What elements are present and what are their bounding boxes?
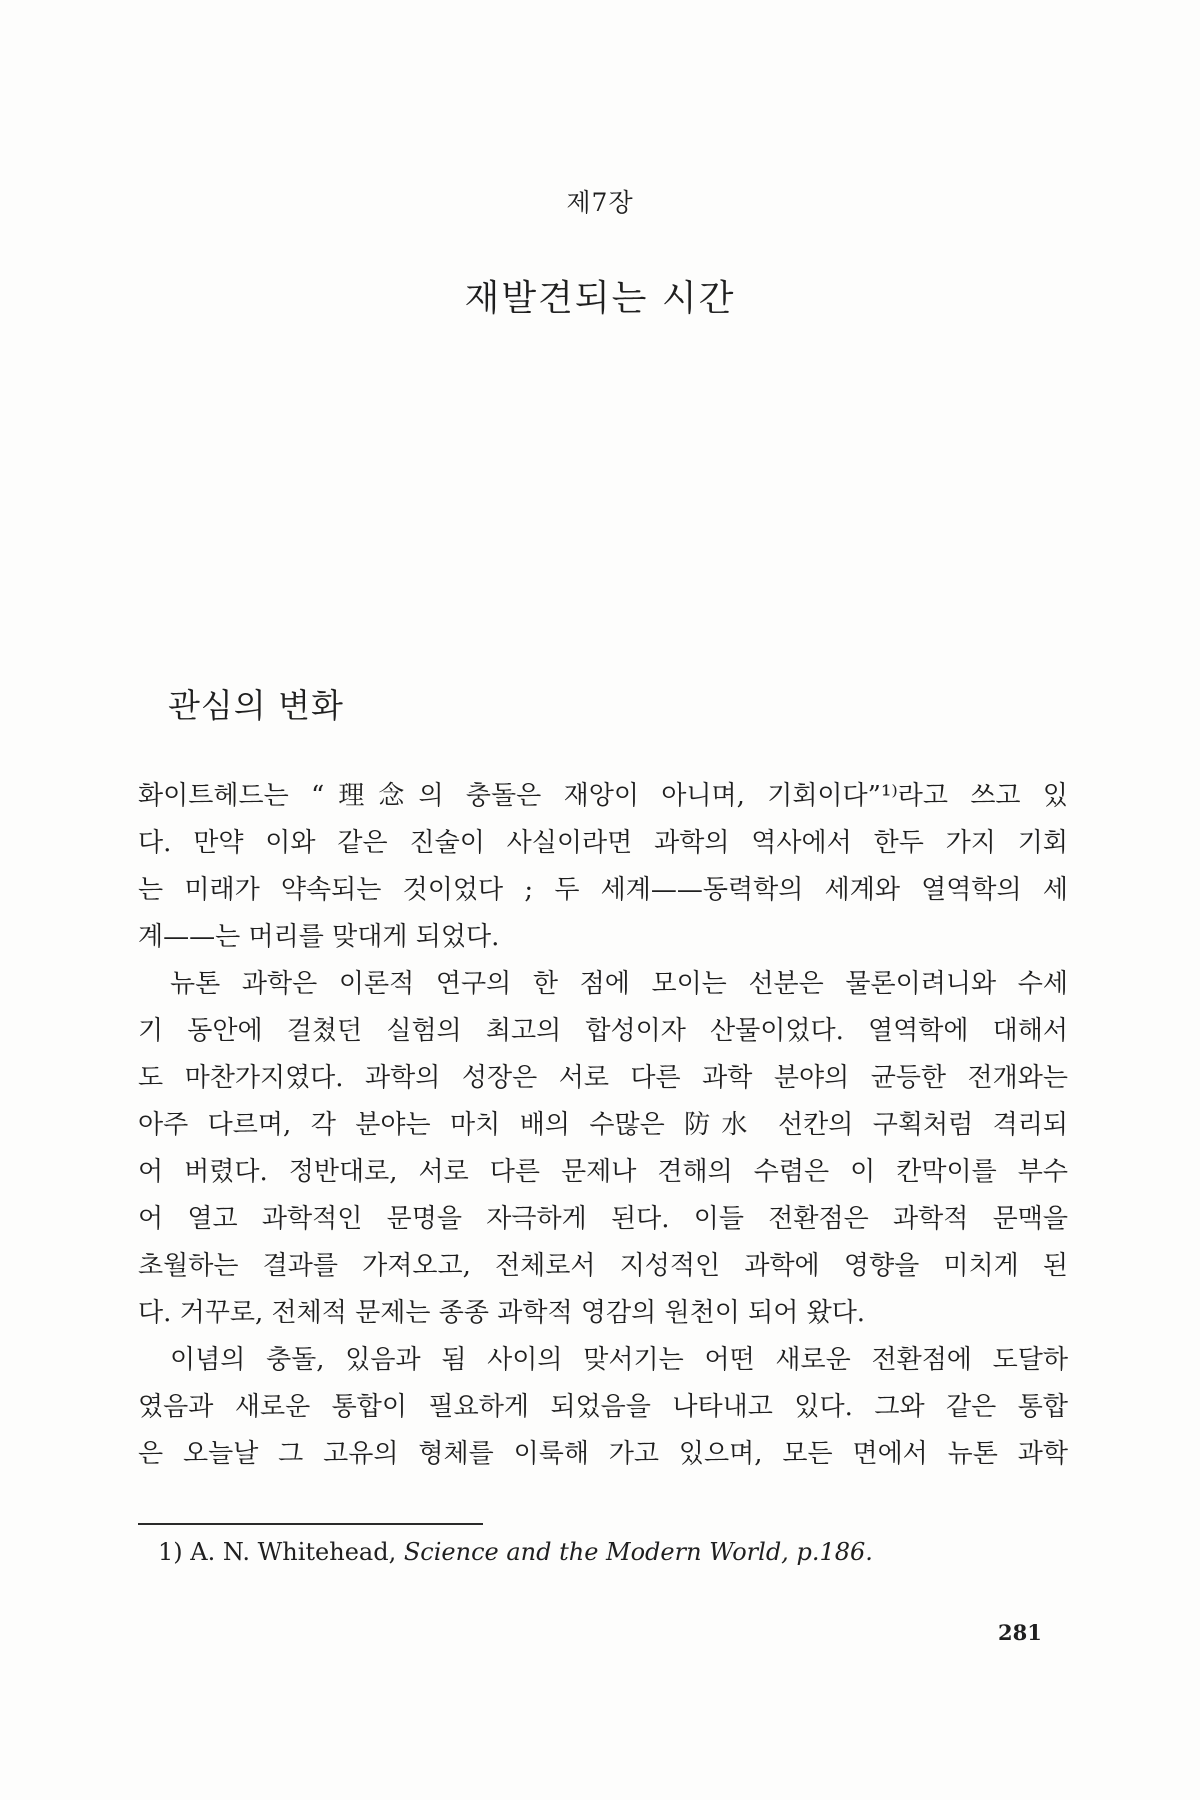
body-line: 초월하는 결과를 가져오고, 전체로서 지성적인 과학에 영향을 미치게 된: [138, 1251, 1068, 1281]
body-line: 도 마찬가지였다. 과학의 성장은 서로 다른 과학 분야의 균등한 전개와는: [138, 1063, 1068, 1093]
chapter-number: 제7장: [566, 188, 634, 217]
page-number: 281: [998, 1620, 1042, 1645]
body-line: 아주 다르며, 각 분야는 마치 배의 수많은 防水 선칸의 구획처럼 격리되: [138, 1110, 1068, 1140]
footnote-page: p.186.: [796, 1538, 873, 1566]
body-line: 화이트헤드는 “理念의 충돌은 재앙이 아니며, 기회이다”¹⁾라고 쓰고 있: [138, 781, 1068, 811]
footnote-divider: [138, 1523, 483, 1525]
body-line: 기 동안에 걸쳤던 실험의 최고의 합성이자 산물이었다. 열역학에 대해서: [138, 1016, 1068, 1046]
body-line: 이념의 충돌, 있음과 됨 사이의 맞서기는 어떤 새로운 전환점에 도달하: [170, 1345, 1068, 1375]
body-line: 다. 거꾸로, 전체적 문제는 종종 과학적 영감의 원천이 되어 왔다.: [138, 1298, 866, 1328]
footnote-title: Science and the Modern World,: [403, 1538, 789, 1566]
body-line: 였음과 새로운 통합이 필요하게 되었음을 나타내고 있다. 그와 같은 통합: [138, 1392, 1068, 1422]
body-line: 계——는 머리를 맞대게 되었다.: [138, 922, 500, 952]
body-line: 뉴톤 과학은 이론적 연구의 한 점에 모이는 선분은 물론이려니와 수세: [170, 969, 1068, 999]
body-line: 다. 만약 이와 같은 진술이 사실이라면 과학의 역사에서 한두 가지 기회: [138, 828, 1068, 858]
footnote-author: A. N. Whitehead,: [190, 1538, 397, 1566]
section-heading: 관심의 변화: [168, 686, 344, 725]
body-line: 는 미래가 약속되는 것이었다 ; 두 세계——동력학의 세계와 열역학의 세: [138, 875, 1068, 905]
body-line: 어 버렸다. 정반대로, 서로 다른 문제나 견해의 수렴은 이 칸막이를 부수: [138, 1157, 1068, 1187]
body-line: 은 오늘날 그 고유의 형체를 이룩해 가고 있으며, 모든 면에서 뉴톤 과학: [138, 1439, 1068, 1469]
footnote-marker: 1): [158, 1538, 183, 1566]
body-line: 어 열고 과학적인 문명을 자극하게 된다. 이들 전환점은 과학적 문맥을: [138, 1204, 1068, 1234]
footnote: [158, 1538, 873, 1566]
chapter-title: 재발견되는 시간: [464, 278, 736, 319]
body-text: [138, 773, 1068, 1478]
